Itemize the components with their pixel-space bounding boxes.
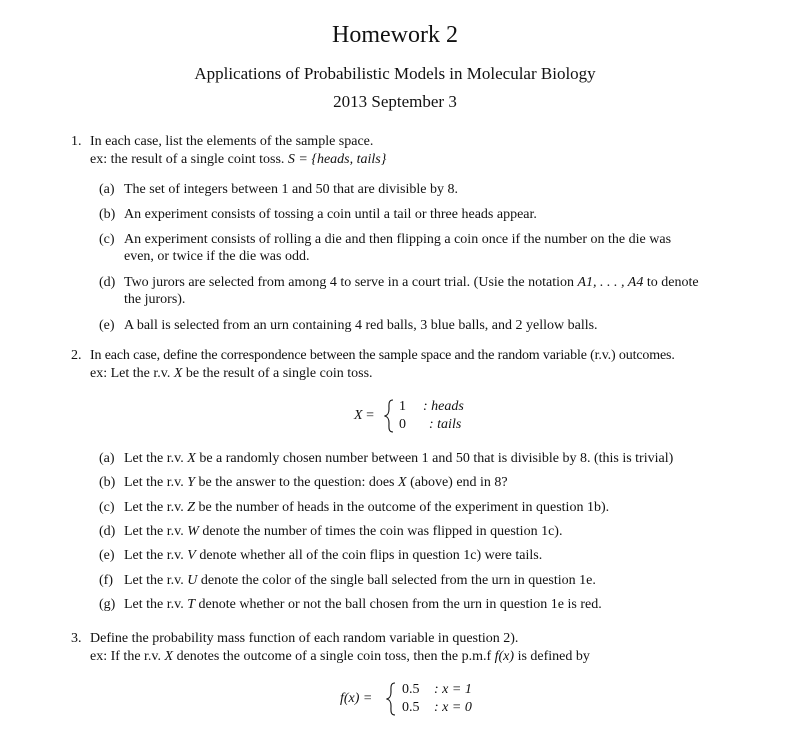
formula-row1-cond: : x = 1: [434, 682, 472, 697]
left-brace-icon: [384, 399, 394, 433]
question-3-formula-lhs: f(x) =: [340, 691, 373, 706]
formula-row1-value: 1: [399, 399, 406, 414]
question-2-formula-lhs: X =: [354, 408, 374, 423]
question-1-example-math: S = {heads, tails}: [287, 152, 387, 167]
question-2-number: 2.: [71, 348, 82, 363]
q1-item-d-text-line2: the jurors).: [124, 292, 186, 307]
q1-item-c-text-line2: even, or twice if the die was odd.: [124, 249, 310, 264]
q1-item-c-text-line1: An experiment consists of rolling a die and then flipping a coin once if the number on the die was: [124, 232, 672, 247]
q2-item-d-label: (d): [99, 524, 116, 539]
q1-item-d-label: (d): [99, 275, 116, 290]
question-1-number: 1.: [71, 134, 82, 149]
page-title: Homework 2: [332, 22, 458, 48]
q2-item-d-text: Let the r.v. W denote the number of times the coin was flipped in question 1c).: [124, 524, 563, 539]
q2-item-g-label: (g): [99, 597, 116, 612]
q2-item-g-text: Let the r.v. T denote whether or not the ball chosen from the urn in question 1e is red.: [124, 597, 602, 612]
q1-item-b-text: An experiment consists of tossing a coin until a tail or three heads appear.: [124, 207, 537, 222]
q2-item-c-text: Let the r.v. Z be the number of heads in the outcome of the experiment in question 1b).: [124, 500, 610, 515]
q2-item-b-text: Let the r.v. Y be the answer to the question: does X (above) end in 8?: [124, 475, 508, 490]
q1-item-d-text-suffix: to denote: [646, 275, 699, 290]
question-2-formula: [354, 397, 484, 437]
formula-row2-value: 0: [399, 417, 406, 432]
question-2-example-prefix: ex: Let the r.v.: [90, 366, 171, 381]
q2-item-f-text: Let the r.v. U denote the color of the single ball selected from the urn in question 1e.: [124, 573, 596, 588]
q1-item-c-label: (c): [99, 232, 115, 247]
q1-item-a-text: The set of integers between 1 and 50 that are divisible by 8.: [124, 182, 458, 197]
q2-item-e-text: Let the r.v. V denote whether all of the coin flips in question 1c) were tails.: [124, 548, 543, 563]
q1-item-d-text-prefix: Two jurors are selected from among 4 to serve in a court trial. (Usie the notation: [124, 275, 574, 290]
formula-row1-value: 0.5: [402, 682, 420, 697]
formula-row2-cond: : x = 0: [434, 700, 472, 715]
question-2-example-suffix: be the result of a single coin toss.: [185, 366, 373, 381]
q2-item-b-label: (b): [99, 475, 116, 490]
q1-item-a-label: (a): [99, 182, 115, 197]
q1-item-b-label: (b): [99, 207, 116, 222]
page-date: 2013 September 3: [333, 92, 457, 111]
q2-item-f-label: (f): [99, 573, 113, 588]
question-3-intro: Define the probability mass function of each random variable in question 2).: [90, 631, 519, 646]
q1-item-e-label: (e): [99, 318, 115, 333]
question-1-example-text: ex: the result of a single coint toss.: [90, 152, 285, 167]
question-2-example-var: X: [173, 366, 183, 381]
q2-item-c-label: (c): [99, 500, 115, 515]
question-3-formula: [340, 680, 500, 720]
q2-item-a-label: (a): [99, 451, 115, 466]
q1-item-d-math: A1, . . . , A4: [577, 275, 644, 290]
question-3-number: 3.: [71, 631, 82, 646]
q1-item-d-text-line1: [124, 275, 699, 291]
formula-row1-cond: : heads: [423, 399, 464, 414]
q1-item-e-text: A ball is selected from an urn containing 4 red balls, 3 blue balls, and 2 yellow balls.: [124, 318, 598, 333]
question-1-example: [90, 152, 386, 168]
formula-row2-value: 0.5: [402, 700, 420, 715]
q2-item-a-text: Let the r.v. X be a randomly chosen number between 1 and 50 that is divisible by 8. (this is trivial): [124, 451, 674, 466]
question-2-example: [90, 366, 373, 382]
left-brace-icon: [386, 682, 396, 716]
formula-row2-cond: : tails: [429, 417, 462, 432]
question-1-intro: In each case, list the elements of the sample space.: [90, 134, 374, 149]
question-2-intro: In each case, define the correspondence between the sample space and the random variable (r.v.) outcomes.: [90, 348, 675, 363]
question-3-example: ex: If the r.v. X denotes the outcome of a single coin toss, then the p.m.f f(x) is defined by: [90, 649, 590, 664]
page-subtitle: Applications of Probabilistic Models in Molecular Biology: [194, 64, 596, 83]
q2-item-e-label: (e): [99, 548, 115, 563]
